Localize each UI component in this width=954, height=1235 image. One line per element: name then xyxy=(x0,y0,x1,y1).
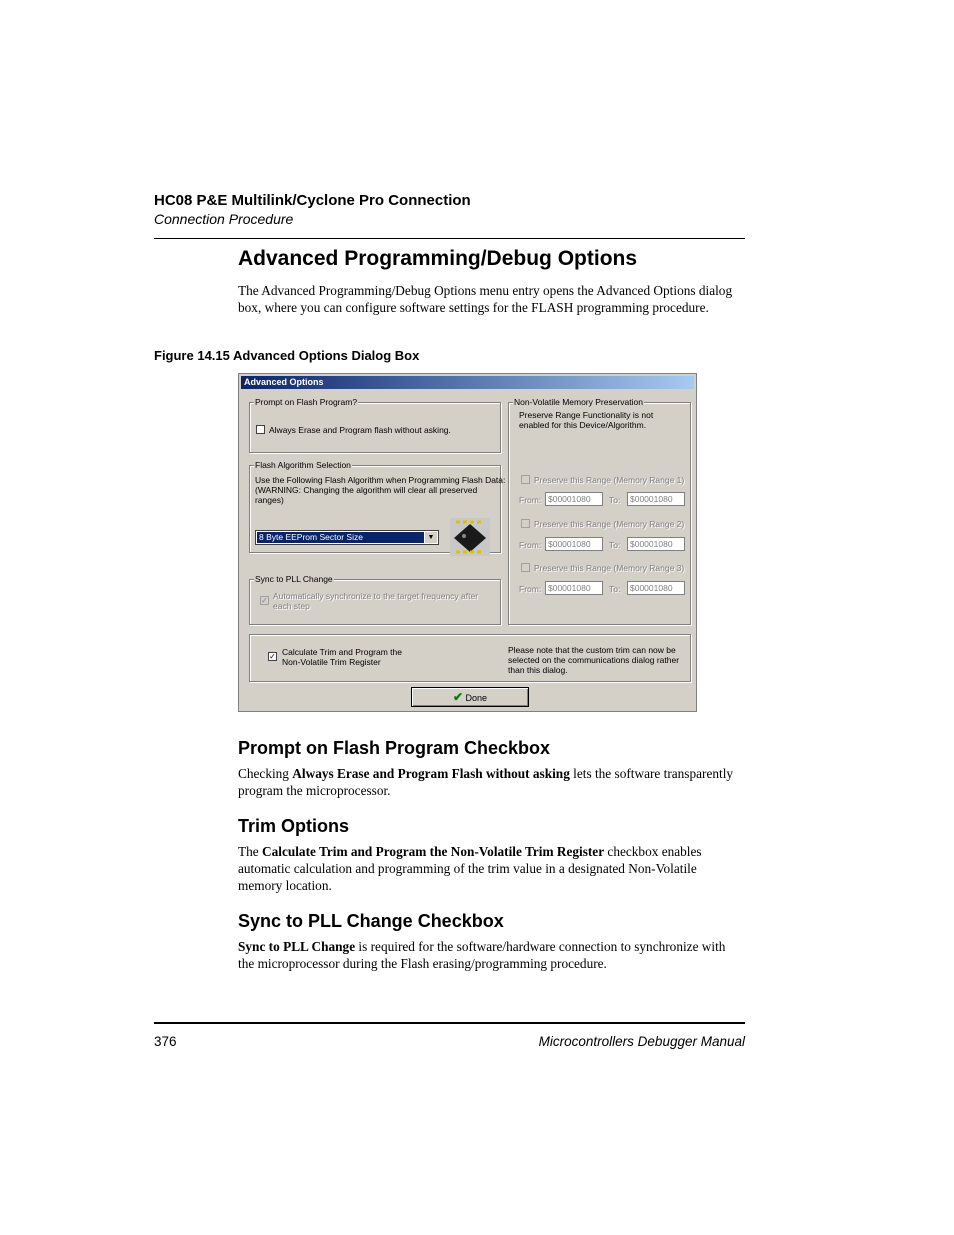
trim-note-2: selected on the communications dialog rather xyxy=(508,655,680,665)
advanced-options-dialog xyxy=(238,373,697,712)
sync-pll-group-label: Sync to PLL Change xyxy=(255,574,333,584)
range-2-from-label: From: xyxy=(519,540,542,550)
sync-pll-text-2: each step xyxy=(273,601,310,611)
sync-text-bold: Sync to PLL Change xyxy=(238,939,356,954)
prompt-text-pre: Checking xyxy=(238,766,293,781)
preserve-range-1-checkbox[interactable] xyxy=(521,475,530,484)
calculate-trim-checkbox[interactable]: ✓ xyxy=(269,652,276,661)
header-rule xyxy=(154,238,745,239)
done-button[interactable] xyxy=(411,687,529,707)
trim-section-title: Trim Options xyxy=(238,816,350,836)
range-2-from-field[interactable]: $00001080 xyxy=(545,537,603,551)
prompt-text-bold: Always Erase and Program Flash without asking xyxy=(292,766,570,781)
range-1-from-label: From: xyxy=(519,495,542,505)
sync-pll-checkbox[interactable]: ✓ xyxy=(261,596,268,605)
calculate-trim-label-1: Calculate Trim and Program the xyxy=(282,647,402,657)
algorithm-select-value: 8 Byte EEProm Sector Size xyxy=(257,532,424,543)
flash-algo-text-1: Use the Following Flash Algorithm when Programming Flash Data: xyxy=(255,475,506,485)
figure-caption: Figure 14.15 Advanced Options Dialog Box xyxy=(154,348,420,363)
flash-algo-text-3: ranges) xyxy=(255,495,284,505)
always-erase-label: Always Erase and Program flash without asking. xyxy=(269,425,451,435)
preserve-range-2-label: Preserve this Range (Memory Range 2) xyxy=(534,519,685,529)
always-erase-checkbox[interactable] xyxy=(256,425,265,434)
prompt-section-paragraph xyxy=(238,765,738,799)
algorithm-select[interactable] xyxy=(255,530,439,545)
trim-text-bold: Calculate Trim and Program the Non-Volatile Trim Register xyxy=(262,844,605,859)
range-2-to-label: To: xyxy=(609,540,621,550)
preserve-range-2-checkbox[interactable] xyxy=(521,519,530,528)
trim-text-post: checkbox enables automatic calculation and programming of the trim value in a designated Non-Volatile memory location. xyxy=(238,844,702,893)
manual-title: Microcontrollers Debugger Manual xyxy=(538,1034,745,1049)
sync-section-title: Sync to PLL Change Checkbox xyxy=(238,911,504,931)
trim-note-3: than this dialog. xyxy=(508,665,568,675)
chip-icon xyxy=(450,518,490,556)
page-number: 376 xyxy=(154,1034,177,1049)
sync-pll-text-1: Automatically synchronize to the target frequency after xyxy=(273,591,479,601)
preserve-range-1-label: Preserve this Range (Memory Range 1) xyxy=(534,475,685,485)
nvm-text-1: Preserve Range Functionality is not xyxy=(519,410,654,420)
range-3-to-label: To: xyxy=(609,584,621,594)
checkmark-icon: ✔ xyxy=(452,690,464,704)
footer-rule xyxy=(154,1022,745,1024)
preserve-range-3-label: Preserve this Range (Memory Range 3) xyxy=(534,563,685,573)
range-1-from-field[interactable]: $00001080 xyxy=(545,492,603,506)
sync-section-paragraph xyxy=(238,938,738,972)
nvm-preservation-group xyxy=(508,397,691,625)
prompt-group xyxy=(249,397,501,453)
range-3-to-field[interactable]: $00001080 xyxy=(627,581,685,595)
flash-algorithm-group-label: Flash Algorithm Selection xyxy=(255,460,351,470)
calculate-trim-label-2: Non-Volatile Trim Register xyxy=(282,657,381,667)
sync-pll-group xyxy=(249,574,501,625)
range-1-to-label: To: xyxy=(609,495,621,505)
trim-section-paragraph xyxy=(238,843,738,894)
range-3-from-field[interactable]: $00001080 xyxy=(545,581,603,595)
section-intro: The Advanced Programming/Debug Options menu entry opens the Advanced Options dialog box, where you can configure software settings for the FLASH programming procedure. xyxy=(238,283,733,315)
section-title: Advanced Programming/Debug Options xyxy=(238,247,638,270)
nvm-text-2: enabled for this Device/Algorithm. xyxy=(519,420,647,430)
preserve-range-3-checkbox[interactable] xyxy=(521,563,530,572)
range-1-to-field[interactable]: $00001080 xyxy=(627,492,685,506)
sync-text-post: is required for the software/hardware connection to synchronize with the microprocessor during the Flash erasing/programming procedure. xyxy=(238,939,726,971)
trim-note-1: Please note that the custom trim can now be xyxy=(508,645,676,655)
prompt-section-title: Prompt on Flash Program Checkbox xyxy=(238,738,551,758)
prompt-text-post: lets the software transparently program the microprocessor. xyxy=(238,766,734,798)
prompt-group-label: Prompt on Flash Program? xyxy=(255,397,358,407)
flash-algo-text-2: (WARNING: Changing the algorithm will clear all preserved xyxy=(255,485,478,495)
running-header-title: HC08 P&E Multilink/Cyclone Pro Connection xyxy=(154,192,471,209)
trim-group xyxy=(249,634,691,682)
running-header-subtitle: Connection Procedure xyxy=(154,211,294,227)
trim-text-pre: The xyxy=(238,844,262,859)
flash-algorithm-group xyxy=(249,460,506,553)
range-2-to-field[interactable]: $00001080 xyxy=(627,537,685,551)
chevron-down-icon[interactable]: ▼ xyxy=(424,532,437,543)
done-button-label: Done xyxy=(465,693,488,703)
nvm-group-label: Non-Volatile Memory Preservation xyxy=(514,397,643,407)
dialog-title-bar: Advanced Options xyxy=(241,376,694,389)
range-3-from-label: From: xyxy=(519,584,542,594)
